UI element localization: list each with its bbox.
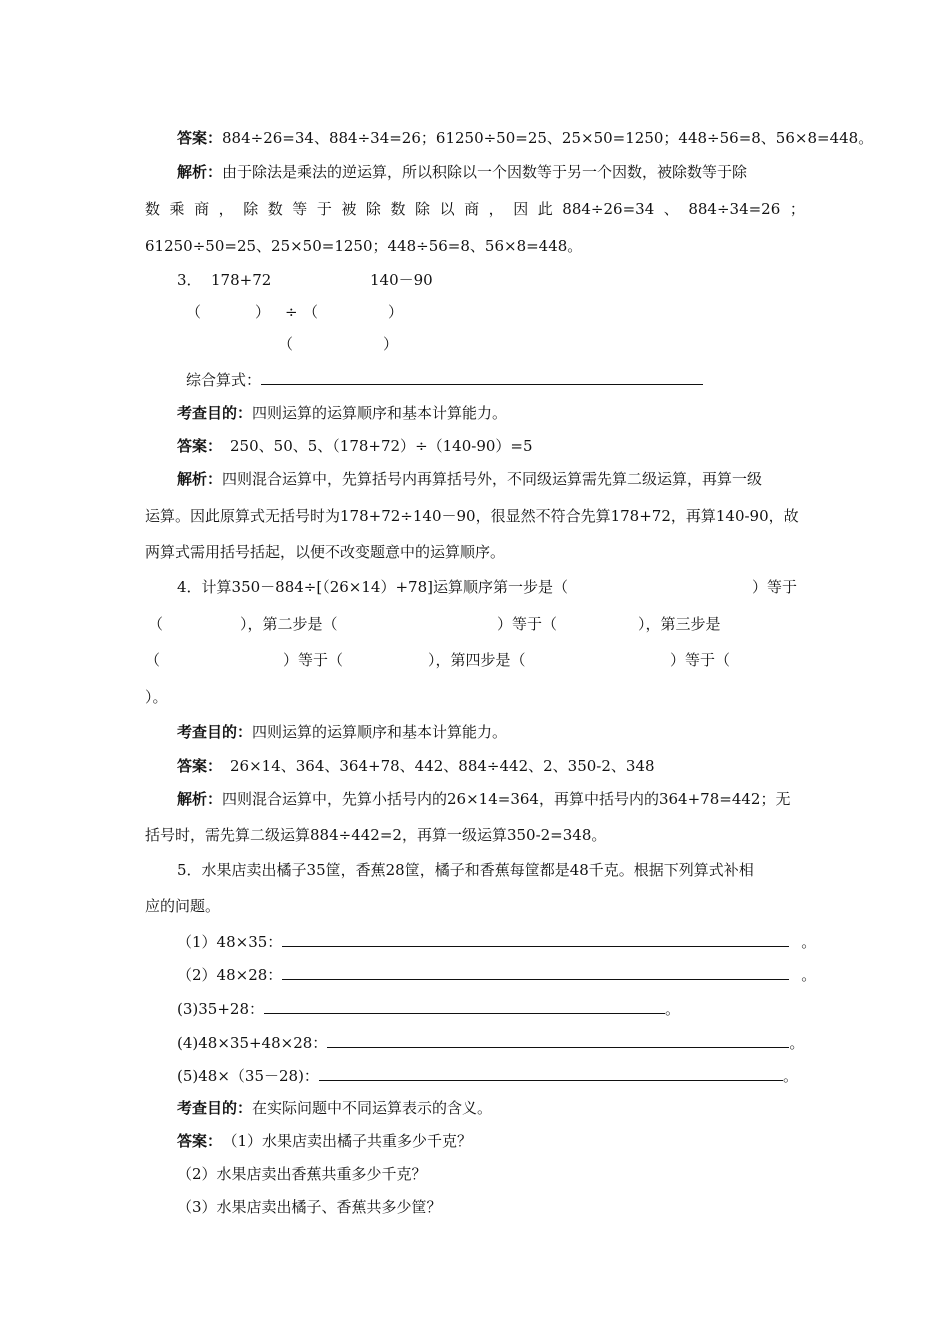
q3-analysis-text-1: 四则混合运算中，先算括号内再算括号外，不同级运算需先算二级运算，再算一级: [222, 470, 763, 488]
q2-analysis-word: ，: [488, 200, 504, 218]
q3-analysis-line-3: 两算式需用括号括起，以便不改变题意中的运算顺序。: [145, 543, 506, 561]
q2-analysis-line-2: [145, 199, 805, 219]
q3-paren-close-c: ）: [383, 335, 399, 353]
q2-analysis-word: ；: [789, 200, 805, 218]
q3-expr-b: 140－90: [370, 271, 433, 289]
q2-analysis-word: 此: [537, 200, 553, 218]
answer-label: 答案：: [177, 437, 223, 455]
q5-answer-line-3: （3）水果店卖出橘子、香蕉共多少筐？: [177, 1198, 442, 1216]
q4-analysis-line-1: [177, 789, 837, 809]
q2-analysis-word: 数: [267, 200, 283, 218]
q5-purpose-line: [177, 1098, 837, 1118]
q4-line2-c: ）等于（: [497, 615, 558, 633]
q3-analysis-line-2: 运算。因此原算式无括号时为178+72÷140－90，很显然不符合先算178+72，再算140-90，故: [145, 507, 799, 525]
answer-label: 答案：: [177, 757, 223, 775]
answer-label: 答案：: [177, 1132, 223, 1150]
q2-analysis-word: 数: [145, 200, 161, 218]
q4-answer-line: [177, 756, 837, 776]
q2-analysis-line-1: [177, 162, 837, 182]
purpose-label: 考查目的：: [177, 1099, 253, 1117]
q3-paren-close-a: ）: [255, 303, 271, 321]
q5-item-1-blank[interactable]: [282, 931, 789, 947]
q2-analysis-word: 除: [365, 200, 381, 218]
q4-line3-a: （: [145, 651, 161, 669]
q2-analysis-word: 于: [316, 200, 332, 218]
q3-combined-label: 综合算式：: [186, 371, 262, 389]
q2-analysis-word: 数: [390, 200, 406, 218]
q5-item-5: [177, 1065, 798, 1086]
q2-analysis-word: 商: [464, 200, 480, 218]
q5-item-3-label: (3)35+28：: [177, 1000, 264, 1018]
q4-line2-b: ），第二步是（: [240, 615, 338, 633]
q3-expr-a: 178+72: [211, 271, 272, 289]
q5-item-3-blank[interactable]: [264, 998, 665, 1014]
q5-item-4-blank[interactable]: [327, 1032, 789, 1048]
q4-line1-a: 4．计算350－884÷[（26×14）+78]运算顺序第一步是（: [177, 578, 568, 596]
q2-analysis-line-3: 61250÷50=25、25×50=1250；448÷56=8、56×8=448。: [145, 237, 583, 255]
q5-item-5-blank[interactable]: [319, 1065, 783, 1081]
q2-analysis-word: 因: [513, 200, 529, 218]
q5-item-4: [177, 1032, 804, 1053]
q5-stem-line-1: 5．水果店卖出橘子35筐，香蕉28筐，橘子和香蕉每筐都是48千克。根据下列算式补相: [177, 861, 754, 879]
q5-item-1: [177, 931, 816, 952]
q5-answer-line-2: （2）水果店卖出香蕉共重多少千克？: [177, 1165, 427, 1183]
purpose-label: 考查目的：: [177, 723, 253, 741]
q5-item-2-label: （2）48×28：: [177, 966, 283, 984]
q4-line3-d: ）等于（: [670, 651, 731, 669]
q5-item-1-end: 。: [801, 933, 817, 951]
q5-item-4-label: (4)48×35+48×28：: [177, 1034, 328, 1052]
analysis-label: 解析：: [177, 470, 223, 488]
q4-answer-text: 26×14、364、364+78、442、884÷442、2、350-2、348: [230, 757, 655, 775]
q5-answer-line-1: [177, 1131, 837, 1151]
q2-analysis-text-1: 由于除法是乘法的逆运算，所以积除以一个因数等于另一个因数，被除数等于除: [222, 163, 748, 181]
q4-line1-b: ）等于: [752, 578, 798, 596]
q4-line2-a: （: [148, 615, 164, 633]
q3-combined-blank[interactable]: [261, 369, 703, 385]
q4-line2-d: ），第三步是: [638, 615, 721, 633]
analysis-label: 解析：: [177, 163, 223, 181]
q3-div-sign: ÷: [285, 303, 298, 321]
q5-item-4-end: 。: [789, 1034, 805, 1052]
q2-analysis-word: 884÷34=26: [688, 200, 781, 218]
q2-analysis-word: 、: [663, 200, 679, 218]
q5-item-2-blank[interactable]: [282, 964, 789, 980]
q5-item-2: [177, 964, 816, 985]
q3-paren-open-c: （: [278, 335, 294, 353]
q4-analysis-line-2: 括号时，需先算二级运算884÷442=2，再算一级运算350-2=348。: [145, 826, 607, 844]
q3-number: 3．: [177, 271, 202, 289]
q5-item-5-end: 。: [782, 1067, 798, 1085]
q4-purpose-line: [177, 722, 837, 742]
answer-label: 答案：: [177, 129, 223, 147]
q2-answer-text: 884÷26=34、884÷34=26；61250÷50=25、25×50=1250；448÷56=8、56×8=448。: [222, 129, 874, 147]
q5-item-2-end: 。: [801, 966, 817, 984]
q2-analysis-word: 商: [194, 200, 210, 218]
q5-stem-line-2: 应的问题。: [145, 897, 221, 915]
q3-answer-line: [177, 436, 837, 456]
q4-line3-b: ）等于（: [283, 651, 344, 669]
q2-answer-line: [177, 128, 874, 148]
analysis-label: 解析：: [177, 790, 223, 808]
q5-item-3-end: 。: [665, 1000, 681, 1018]
q2-analysis-word: 除: [243, 200, 259, 218]
q2-analysis-word: 等: [292, 200, 308, 218]
q5-item-1-label: （1）48×35：: [177, 933, 283, 951]
q4-purpose-text: 四则运算的运算顺序和基本计算能力。: [252, 723, 508, 741]
q4-line3-c: ），第四步是（: [428, 651, 526, 669]
q3-combined-line: [186, 369, 703, 390]
q4-analysis-text-1: 四则混合运算中，先算小括号内的26×14=364，再算中括号内的364+78=442；无: [222, 790, 791, 808]
q2-analysis-word: 被: [341, 200, 357, 218]
q3-purpose-text: 四则运算的运算顺序和基本计算能力。: [252, 404, 508, 422]
q3-purpose-line: [177, 403, 837, 423]
q3-paren-close-b: ）: [388, 303, 404, 321]
q2-analysis-word: 乘: [169, 200, 185, 218]
q5-item-5-label: (5)48×（35－28)：: [177, 1067, 319, 1085]
purpose-label: 考查目的：: [177, 404, 253, 422]
q2-analysis-word: ，: [218, 200, 234, 218]
q2-analysis-word: 以: [439, 200, 455, 218]
q5-item-3: [177, 998, 680, 1019]
q3-paren-open-a: （: [186, 303, 202, 321]
q2-analysis-justified: [145, 199, 805, 219]
q2-analysis-word: 884÷26=34: [562, 200, 655, 218]
q5-purpose-text: 在实际问题中不同运算表示的含义。: [252, 1099, 493, 1117]
q3-analysis-line-1: [177, 469, 837, 489]
q3-answer-text: 250、50、5、（178+72）÷（140-90）=5: [230, 437, 533, 455]
q5-answer-text-1: （1）水果店卖出橘子共重多少千克？: [230, 1132, 473, 1150]
q2-analysis-word: 除: [415, 200, 431, 218]
q4-line4: ）。: [145, 688, 168, 706]
q3-paren-open-b: （: [303, 303, 319, 321]
